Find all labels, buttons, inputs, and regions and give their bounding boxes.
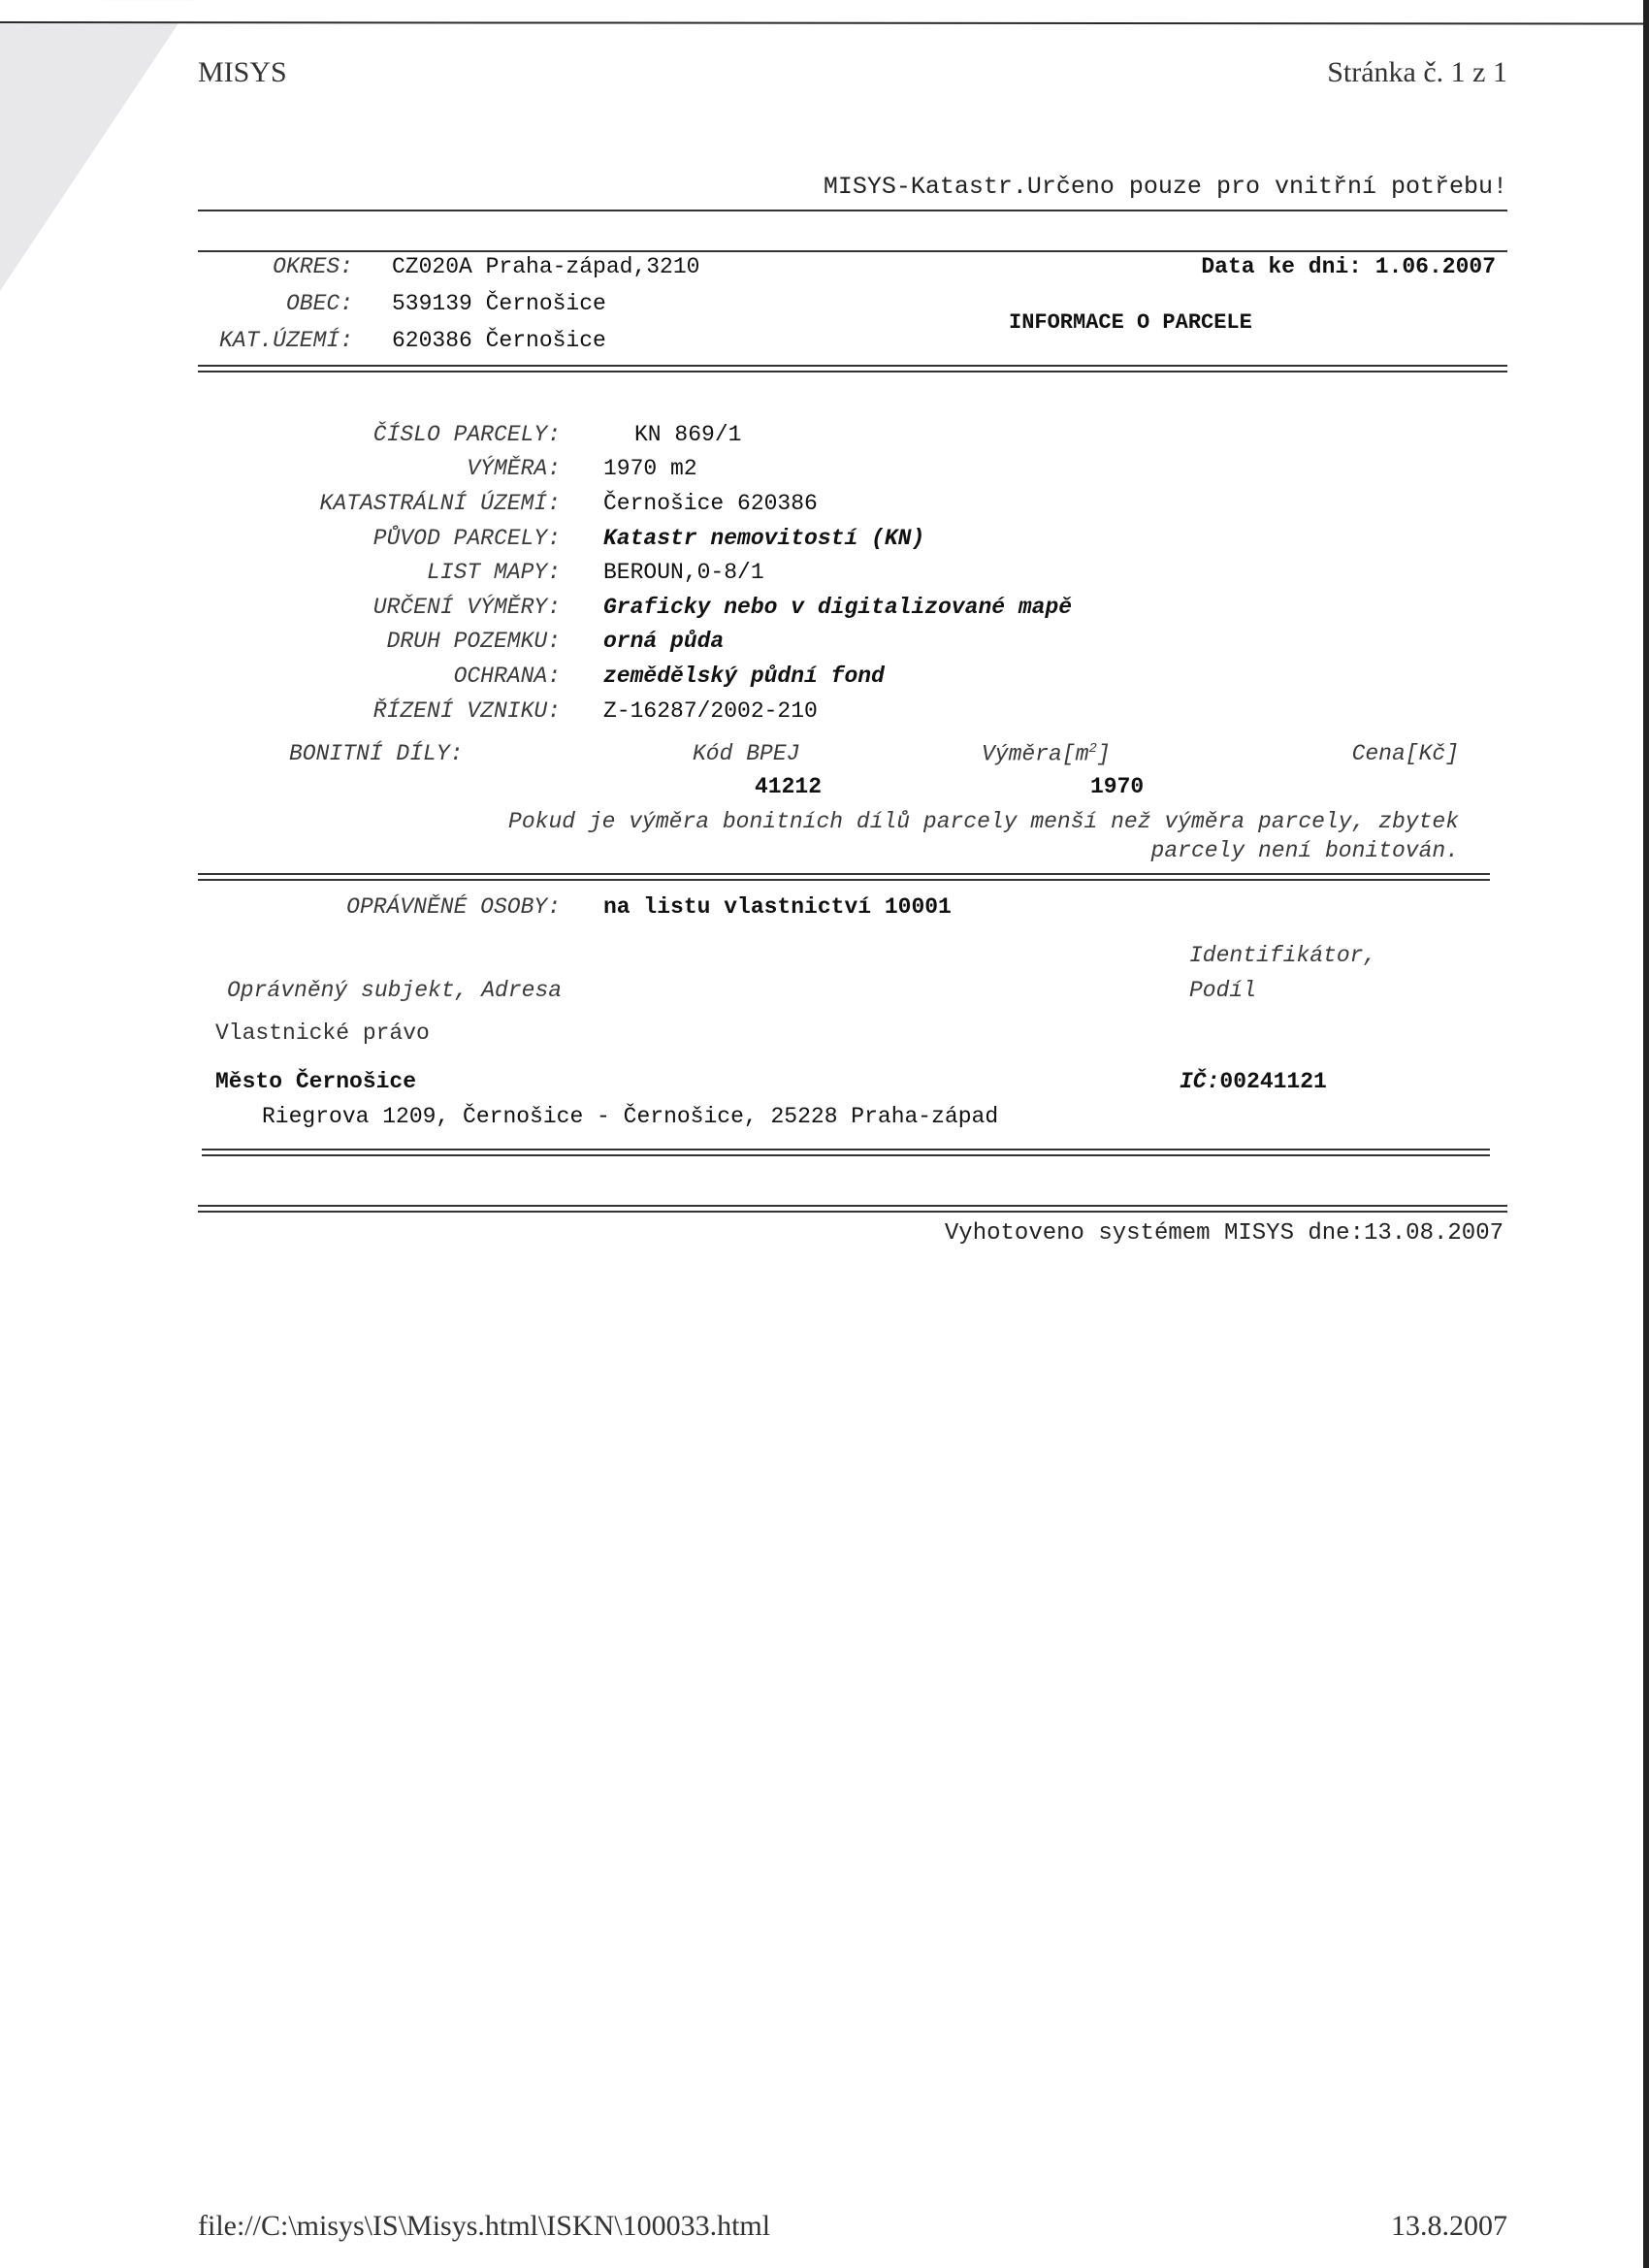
owner-address: Riegrova 1209, Černošice - Černošice, 25228 Praha-západ (262, 1104, 999, 1129)
parcel-label-rizeni: ŘÍZENÍ VZNIKU: (372, 698, 561, 724)
opravnene-value: na listu vlastnictví 10001 (603, 894, 952, 920)
print-date: 13.8.2007 (1391, 2210, 1507, 2242)
obec-value: 539139 Černošice (392, 291, 606, 316)
parcel-label-list-mapy: LIST MAPY: (426, 560, 561, 585)
parcel-value-rizeni: Z-16287/2002-210 (603, 698, 818, 724)
app-name: MISYS (198, 56, 287, 88)
generated-note: Vyhotoveno systémem MISYS dne:13.08.2007 (944, 1220, 1504, 1247)
parcel-value-ku: Černošice 620386 (603, 491, 818, 516)
parcel-label-puvod: PŮVOD PARCELY: (372, 526, 561, 551)
parcel-label-vymera: VÝMĚRA: (467, 456, 561, 481)
scan-top-edge (0, 0, 1649, 24)
bonitni-note-line2: parcely není bonitován. (1150, 838, 1459, 863)
opravnene-label: OPRÁVNĚNÉ OSOBY: (346, 894, 561, 920)
col-podil: Podíl (1189, 978, 1257, 1003)
page-indicator: Stránka č. 1 z 1 (1327, 56, 1507, 88)
right-type: Vlastnické právo (215, 1021, 430, 1046)
bonitni-col-cena: Cena[Kč] (1351, 741, 1459, 766)
katuzemi-label: KAT.ÚZEMÍ: (218, 328, 353, 353)
bonitni-col-kod: Kód BPEJ (693, 741, 800, 766)
double-divider (198, 1205, 1507, 1213)
katuzemi-value: 620386 Černošice (392, 328, 606, 353)
parcel-value-cislo: KN 869/1 (634, 422, 742, 447)
double-divider (198, 365, 1507, 373)
file-path: file://C:\misys\IS\Misys.html\ISKN\100033.html (198, 2210, 771, 2242)
parcel-value-list-mapy: BEROUN,0-8/1 (603, 560, 764, 585)
page-title: INFORMACE O PARCELE (1009, 310, 1252, 335)
data-date: Data ke dni: 1.06.2007 (1201, 254, 1496, 279)
parcel-label-urceni: URČENÍ VÝMĚRY: (372, 595, 561, 620)
bonitni-col-vymera: $Výměra[m^2]$ (982, 741, 1111, 767)
double-divider (202, 1149, 1490, 1156)
bonitni-vymera-value: 1970 (1090, 774, 1145, 799)
internal-notice: MISYS-Katastr.Určeno pouze pro vnitřní potřebu! (823, 173, 1507, 201)
okres-label: OKRES: (273, 254, 353, 279)
obec-label: OBEC: (285, 291, 353, 316)
okres-value: CZ020A Praha-západ,3210 (392, 254, 700, 279)
bonitni-label: BONITNÍ DÍLY: (289, 741, 464, 766)
parcel-value-druh: orná půda (603, 629, 725, 654)
parcel-label-ku: KATASTRÁLNÍ ÚZEMÍ: (319, 491, 561, 516)
parcel-label-druh: DRUH POZEMKU: (386, 629, 561, 654)
col-identifikator: Identifikátor, (1189, 943, 1377, 968)
double-divider (198, 873, 1490, 881)
col-subjekt: Oprávněný subjekt, Adresa (227, 978, 563, 1003)
parcel-label-cislo: ČÍSLO PARCELY: (372, 422, 561, 447)
parcel-value-urceni: Graficky nebo v digitalizované mapě (603, 595, 1073, 620)
parcel-label-ochrana: OCHRANA: (453, 664, 561, 689)
divider (198, 250, 1507, 252)
parcel-value-vymera: 1970 m2 (603, 456, 697, 481)
parcel-value-puvod: Katastr nemovitostí (KN) (603, 526, 925, 551)
scan-right-edge (1643, 0, 1649, 2268)
owner-id: IČ:00241121 (1180, 1069, 1327, 1094)
scan-folded-corner (0, 0, 194, 291)
divider (198, 210, 1507, 211)
owner-name: Město Černošice (215, 1069, 417, 1094)
bonitni-kod-value: 41212 (755, 774, 823, 799)
bonitni-note-line1: Pokud je výměra bonitních dílů parcely menší než výměra parcely, zbytek (508, 809, 1459, 834)
parcel-value-ochrana: zemědělský půdní fond (603, 664, 885, 689)
